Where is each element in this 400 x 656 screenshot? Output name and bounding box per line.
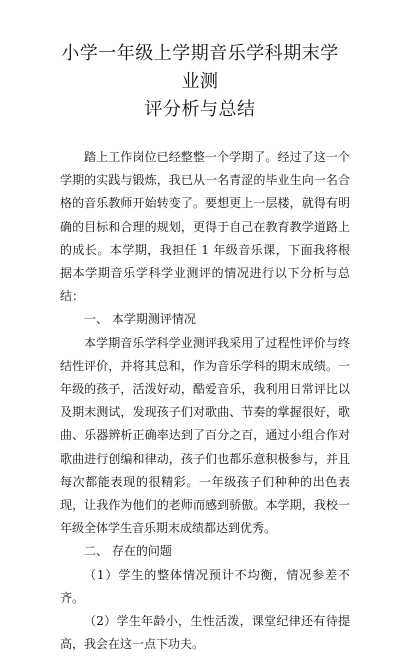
document-body xyxy=(60,146,350,656)
document-title xyxy=(60,40,340,124)
title-line-1: 小学一年级上学期音乐学科期末学业测 xyxy=(61,43,339,92)
section-heading-1: 一、 本学期测评情况 xyxy=(84,312,196,327)
title-line-2: 评分析与总结 xyxy=(144,99,256,120)
section-heading-2: 二、 存在的问题 xyxy=(84,544,172,559)
problem-item-1: （1）学生的整体情况预计不均衡，情况参差不齐。 xyxy=(60,567,350,605)
intro-paragraph: 踏上工作岗位已经整整一个学期了。经过了这一个学期的实践与锻炼，我已从一名青涩的毕业生向一名合格的音乐教师开始转变了。要想更上一层楼，就得有明确的目标和合理的规划，更得于自己在教育教学道路上的成长。本学期，我担任 1 年级音乐课，下面我将根据本学期音乐学科学业测评的情况进行以下分析与总结： xyxy=(60,150,350,304)
problem-item-2: （2）学生年龄小，生性活泼，课堂纪律还有待提高，我会在这一点下功夫。 xyxy=(60,614,350,652)
section-1-paragraph: 本学期音乐学科学业测评我采用了过程性评价与终结性评价，并将其总和，作为音乐学科的期末成绩。一年级的孩子，活泼好动，酷爱音乐，我利用日常评比以及期末测试，发现孩子们对歌曲、节奏的掌握很好，歌曲、乐器辨析正确率达到了百分之百，通过小组合作对歌曲进行创编和律动，孩子们也都乐意积极参与，并且每次都能表现的很精彩。一年级孩子们种种的出色表现，让我作为他们的老师而感到骄傲。本学期，我校一年级全体学生音乐期末成绩都达到优秀。 xyxy=(60,335,350,536)
